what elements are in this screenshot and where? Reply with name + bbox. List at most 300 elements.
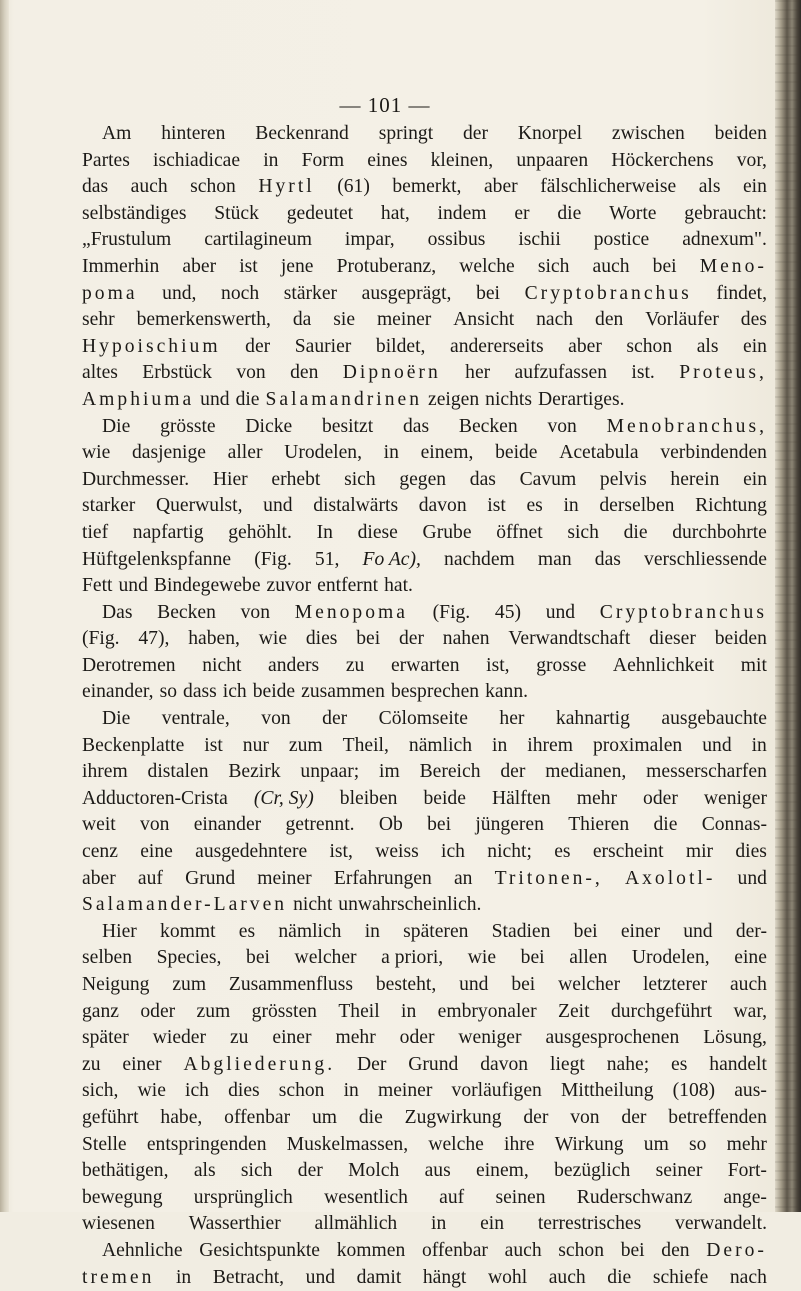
word: oder	[399, 1027, 435, 1049]
word: als	[193, 1160, 216, 1182]
word: getrennt.	[285, 814, 355, 836]
word: Saurier	[294, 335, 352, 357]
word: distalwärts	[313, 495, 399, 517]
word: altes	[82, 362, 118, 384]
word: Richtung	[695, 495, 767, 517]
word: Aehnliche	[102, 1239, 183, 1261]
word: a priori,	[381, 947, 444, 969]
word: nachdem	[444, 548, 515, 570]
word: Querwulst,	[155, 495, 243, 517]
word: nämlich	[278, 920, 342, 942]
page-number: — 101 —	[339, 93, 431, 117]
word: messerscharfen	[646, 761, 767, 783]
word: meiner	[377, 1080, 433, 1102]
word: napfartig	[132, 521, 204, 543]
word: um	[311, 1106, 338, 1128]
word: herein	[670, 468, 720, 490]
word: bei	[520, 947, 545, 969]
word: Urodelen,	[284, 442, 362, 464]
text-line	[82, 1025, 767, 1052]
word: aus-	[734, 1080, 767, 1102]
word: durchbohrte	[672, 521, 767, 543]
word: pelvis	[599, 468, 647, 490]
word: verschliessende	[644, 548, 767, 570]
text-line	[82, 892, 767, 919]
word: Meno-	[699, 255, 767, 277]
word: „Frustulum	[82, 229, 172, 251]
word: Wirkung	[554, 1133, 624, 1155]
word: den	[595, 309, 624, 331]
word: proximalen	[592, 734, 683, 756]
word: stärker	[283, 282, 338, 304]
word: und	[459, 974, 489, 995]
word: handelt	[709, 1053, 767, 1075]
word: Acetabula	[559, 442, 639, 464]
word: betreffenden	[668, 1106, 767, 1128]
word: andererseits	[450, 335, 544, 357]
word: aus	[424, 1160, 451, 1182]
word: hängt	[422, 1266, 467, 1288]
word: der	[523, 1106, 549, 1128]
word: mehr	[726, 1133, 767, 1155]
word: der-	[735, 920, 767, 942]
word: tremen	[82, 1266, 155, 1288]
word: als	[698, 176, 721, 198]
page-left-edge	[0, 0, 9, 1212]
body-text	[82, 121, 767, 1291]
word: schon	[626, 335, 673, 357]
word: terrestrisches	[537, 1213, 642, 1235]
word: ich	[185, 1080, 209, 1102]
word: besprechen	[390, 681, 480, 703]
word: auch	[729, 974, 767, 995]
word: durchgeführt	[610, 1000, 713, 1022]
word: der	[500, 761, 526, 783]
text-line	[82, 148, 767, 175]
word: nahen	[442, 628, 490, 650]
word: meiner	[257, 867, 312, 889]
word: hat,	[380, 202, 410, 224]
word: der	[322, 708, 348, 730]
word: vorläufigen	[451, 1080, 542, 1102]
word: Lösung,	[703, 1027, 767, 1049]
word: war,	[733, 1000, 767, 1022]
word: auf	[439, 1186, 465, 1208]
text-line	[82, 1265, 767, 1291]
word: bei	[511, 974, 536, 995]
word: so	[159, 681, 178, 703]
word: Menopoma	[294, 601, 408, 623]
word: Abgliederung.	[183, 1053, 336, 1075]
word: wiesenen	[82, 1213, 155, 1235]
word: Erfahrungen	[333, 867, 432, 889]
word: in	[563, 495, 579, 517]
word: gehöhlt.	[228, 521, 292, 543]
text-line	[82, 547, 767, 574]
word: her	[465, 362, 491, 384]
word: aber	[182, 255, 217, 277]
word: als	[696, 335, 719, 357]
word: kommen	[336, 1239, 406, 1261]
word: ischiadicae	[153, 149, 241, 171]
text-line	[82, 600, 767, 627]
word: Fett	[82, 575, 113, 597]
word: und	[683, 920, 713, 942]
word: ein	[742, 176, 767, 198]
word: distalen	[147, 761, 209, 783]
word: mit	[740, 654, 767, 676]
word: in	[263, 149, 279, 171]
word: Cavum	[519, 468, 577, 490]
word: bei	[476, 282, 500, 304]
word: ausgesprochenen	[545, 1027, 680, 1049]
word: in	[751, 734, 767, 756]
word: Protuberanz,	[336, 255, 437, 277]
word: poma	[82, 282, 138, 304]
word: zum	[288, 734, 323, 756]
word: mir	[685, 841, 714, 863]
word: zum	[196, 1000, 231, 1022]
word: es	[554, 841, 571, 863]
word: unpaar;	[300, 761, 360, 783]
word: auch	[130, 176, 168, 198]
word: ich	[222, 681, 247, 703]
word: einander,	[82, 681, 154, 703]
word: welcher	[294, 947, 357, 969]
word: dies	[228, 1080, 260, 1102]
word: davon	[418, 495, 467, 517]
text-line	[82, 679, 767, 706]
word: diese	[357, 521, 398, 543]
word: ein	[480, 1213, 505, 1235]
word: beide	[495, 442, 538, 464]
word: welcher	[558, 974, 621, 995]
text-line	[82, 1211, 767, 1238]
text-line	[82, 307, 767, 334]
word: zusammen	[301, 681, 385, 703]
word: ein	[743, 468, 767, 490]
word: ein	[743, 335, 767, 357]
word: Wasserthier	[188, 1213, 281, 1235]
word: der	[462, 123, 489, 144]
word: Species,	[156, 947, 222, 969]
word: Zugwirkung	[404, 1106, 502, 1128]
word: beiden	[714, 123, 767, 144]
word: habe,	[160, 1106, 203, 1128]
word: oder	[140, 1000, 176, 1022]
word: impar,	[344, 229, 395, 251]
word: allmählich	[314, 1213, 398, 1235]
word: dies	[305, 628, 338, 650]
word: einem,	[420, 442, 474, 464]
word: nach	[536, 309, 574, 331]
word: da	[292, 309, 312, 331]
word: Ob	[378, 814, 403, 836]
word: weiss	[375, 841, 419, 863]
word: Urodelen,	[631, 947, 710, 969]
word: Hier	[212, 468, 248, 490]
word: Der	[356, 1053, 387, 1075]
word: (Fig.	[432, 601, 471, 623]
word: des	[740, 309, 767, 331]
word: verwandelt.	[675, 1213, 767, 1235]
word: der	[297, 1160, 323, 1182]
word: die	[557, 202, 582, 224]
word: Cryptobranchus	[524, 282, 692, 304]
word: Ruderschwanz	[576, 1186, 693, 1208]
word: (Fig.	[254, 548, 292, 570]
word: auch	[592, 255, 630, 277]
word: Hier	[102, 920, 137, 942]
word: entfernt	[317, 575, 379, 597]
word: Bereich	[419, 761, 481, 783]
word: sich,	[82, 1080, 119, 1102]
word: so	[689, 1133, 707, 1155]
word: ausgeprägt,	[361, 282, 452, 304]
word: Zeit	[558, 1000, 590, 1022]
word: starker	[82, 495, 136, 517]
text-line	[82, 1132, 767, 1159]
word: welche	[459, 255, 515, 277]
word: nur	[242, 734, 269, 756]
word: ihrem	[82, 761, 128, 783]
word: cenz	[82, 841, 118, 863]
word: aller	[227, 442, 263, 464]
word: zuvor	[266, 575, 312, 597]
word: ist,	[486, 654, 510, 676]
word: vor,	[736, 149, 767, 171]
text-line	[82, 1105, 767, 1132]
word: Zusammenfluss	[228, 974, 353, 995]
text-line	[82, 360, 767, 387]
word: in	[175, 1266, 192, 1288]
word: von	[570, 1106, 600, 1128]
word: wie	[258, 628, 288, 650]
word: Ansicht	[453, 309, 515, 331]
word: erscheint	[592, 841, 664, 863]
word: grösste	[160, 415, 216, 437]
word: der	[621, 1106, 647, 1128]
word: besitzt	[322, 415, 374, 437]
word: Verwandtschaft	[508, 628, 631, 650]
word: Fo Ac),	[362, 548, 421, 570]
word: Worte	[609, 202, 657, 224]
word: Grund	[185, 867, 236, 889]
word: verbindenden	[660, 442, 767, 464]
word: aber	[568, 335, 602, 357]
word: medianen,	[545, 761, 627, 783]
word: nichts	[485, 388, 532, 410]
text-line	[82, 759, 767, 786]
word: unpaaren	[516, 149, 589, 171]
word: Beckenplatte	[82, 734, 185, 756]
word: die	[653, 814, 678, 836]
word: schon	[278, 1080, 325, 1102]
word: wohl	[487, 1266, 528, 1288]
text-line	[82, 999, 767, 1026]
word: zu	[229, 1027, 249, 1049]
word: grössten	[251, 1000, 317, 1022]
word: den	[661, 1239, 690, 1261]
word: nahe;	[606, 1053, 650, 1075]
word: nämlich	[408, 734, 473, 756]
word: Die	[102, 708, 131, 730]
word: tief	[82, 521, 109, 543]
word: es	[671, 1053, 688, 1075]
word: ihrem	[527, 734, 573, 756]
word: jüngeren	[475, 814, 544, 836]
word: Cölomseite	[378, 708, 468, 730]
word: aber	[82, 867, 116, 889]
word: (Cr, Sy)	[253, 787, 314, 809]
word: später	[82, 1027, 129, 1049]
word: zeigen	[428, 388, 480, 410]
word: Axolotl-	[624, 867, 716, 889]
word: meiner	[376, 309, 432, 331]
word: man	[537, 548, 572, 570]
word: kleinen,	[430, 149, 494, 171]
word: gedeutet	[286, 202, 354, 224]
word: Proteus,	[679, 362, 767, 384]
word: letzterer	[642, 974, 708, 995]
word: Stelle	[82, 1133, 127, 1155]
word: gegen	[399, 468, 447, 490]
word: das	[402, 415, 430, 437]
word: Amphiuma	[82, 388, 195, 410]
word: bezüglich	[554, 1160, 631, 1182]
word: (Fig.	[82, 628, 120, 650]
word: nach	[729, 1266, 767, 1288]
word: davon	[480, 1053, 529, 1075]
text-line	[82, 201, 767, 228]
word: Salamandrinen	[265, 388, 423, 410]
word: 47),	[138, 628, 170, 650]
word: ihre	[504, 1133, 535, 1155]
text-line	[82, 866, 767, 893]
word: wesentlich	[324, 1186, 408, 1208]
word: bei	[427, 814, 452, 836]
word: geführt	[82, 1106, 139, 1128]
word: indem	[437, 202, 487, 224]
word: aber	[483, 176, 518, 198]
word: Grund	[408, 1053, 459, 1075]
word: bei	[573, 920, 598, 942]
word: Theil	[338, 1000, 380, 1022]
word: von	[240, 601, 271, 623]
word: sich	[344, 468, 376, 490]
word: einander	[193, 814, 262, 836]
word: von	[261, 708, 291, 730]
text-line	[82, 972, 767, 999]
text-line	[82, 254, 767, 281]
word: und	[702, 734, 732, 756]
word: das	[469, 468, 496, 490]
word: Am	[102, 123, 132, 144]
word: ange-	[723, 1186, 767, 1208]
word: Becken	[157, 601, 216, 623]
text-line	[82, 733, 767, 760]
text-line	[82, 440, 767, 467]
word: beiden	[714, 628, 767, 650]
word: in	[401, 1000, 417, 1022]
word: ganz	[82, 1000, 119, 1022]
text-line	[82, 334, 767, 361]
word: hinteren	[161, 123, 226, 144]
word: fälschlicherweise	[540, 176, 677, 198]
word: zum	[172, 974, 207, 995]
word: seinen	[495, 1186, 546, 1208]
word: eines	[367, 149, 408, 171]
word: und	[200, 388, 230, 410]
word: zu	[345, 654, 365, 676]
word: auch	[504, 1239, 542, 1261]
word: Fort-	[727, 1160, 767, 1182]
word: und	[737, 867, 767, 889]
text-line	[82, 1238, 767, 1265]
word: ischii	[518, 229, 561, 251]
word: (61)	[337, 176, 370, 198]
text-line	[82, 1185, 767, 1212]
word: schiefe	[652, 1266, 709, 1288]
word: grosse	[536, 654, 587, 676]
word: kahnartig	[555, 708, 630, 730]
word: entspringenden	[146, 1133, 267, 1155]
word: Immerhin	[82, 255, 160, 277]
word: der	[398, 628, 424, 650]
word: Stadien	[491, 920, 551, 942]
text-line	[82, 520, 767, 547]
word: ich	[441, 841, 465, 863]
word: (108)	[672, 1080, 716, 1102]
word: Tritonen-,	[494, 867, 603, 889]
word: beide	[252, 681, 296, 703]
word: es	[526, 495, 543, 517]
word: bei	[620, 1239, 645, 1261]
word: wie	[82, 442, 111, 464]
word: Hypoischium	[82, 335, 221, 357]
word: Bezirk	[228, 761, 281, 783]
word: an	[453, 867, 473, 889]
word: Dero-	[706, 1239, 767, 1261]
word: ventrale,	[161, 708, 230, 730]
word: bewegung	[82, 1186, 163, 1208]
word: schon	[558, 1239, 605, 1261]
word: Form	[301, 149, 345, 171]
word: jene	[280, 255, 314, 277]
word: Hyrtl	[258, 176, 315, 198]
word: dies	[735, 841, 767, 863]
word: Die	[102, 415, 131, 437]
word: selbständiges	[82, 202, 187, 224]
text-line	[82, 919, 767, 946]
word: seiner	[655, 1160, 703, 1182]
word: Becken	[458, 415, 518, 437]
word: wieder	[152, 1027, 207, 1049]
word: Adductoren-Crista	[82, 787, 228, 809]
word: bleiben	[339, 787, 398, 809]
text-line	[82, 227, 767, 254]
word: nicht	[202, 654, 242, 676]
word: adnexum".	[682, 229, 767, 251]
word: bemerkt,	[392, 176, 462, 198]
word: springt	[378, 123, 434, 144]
word: Derotremen	[82, 654, 176, 676]
text-line	[82, 1078, 767, 1105]
text-line	[82, 626, 767, 653]
word: dass	[183, 681, 217, 703]
word: mehr	[335, 1027, 376, 1049]
word: noch	[221, 282, 260, 304]
